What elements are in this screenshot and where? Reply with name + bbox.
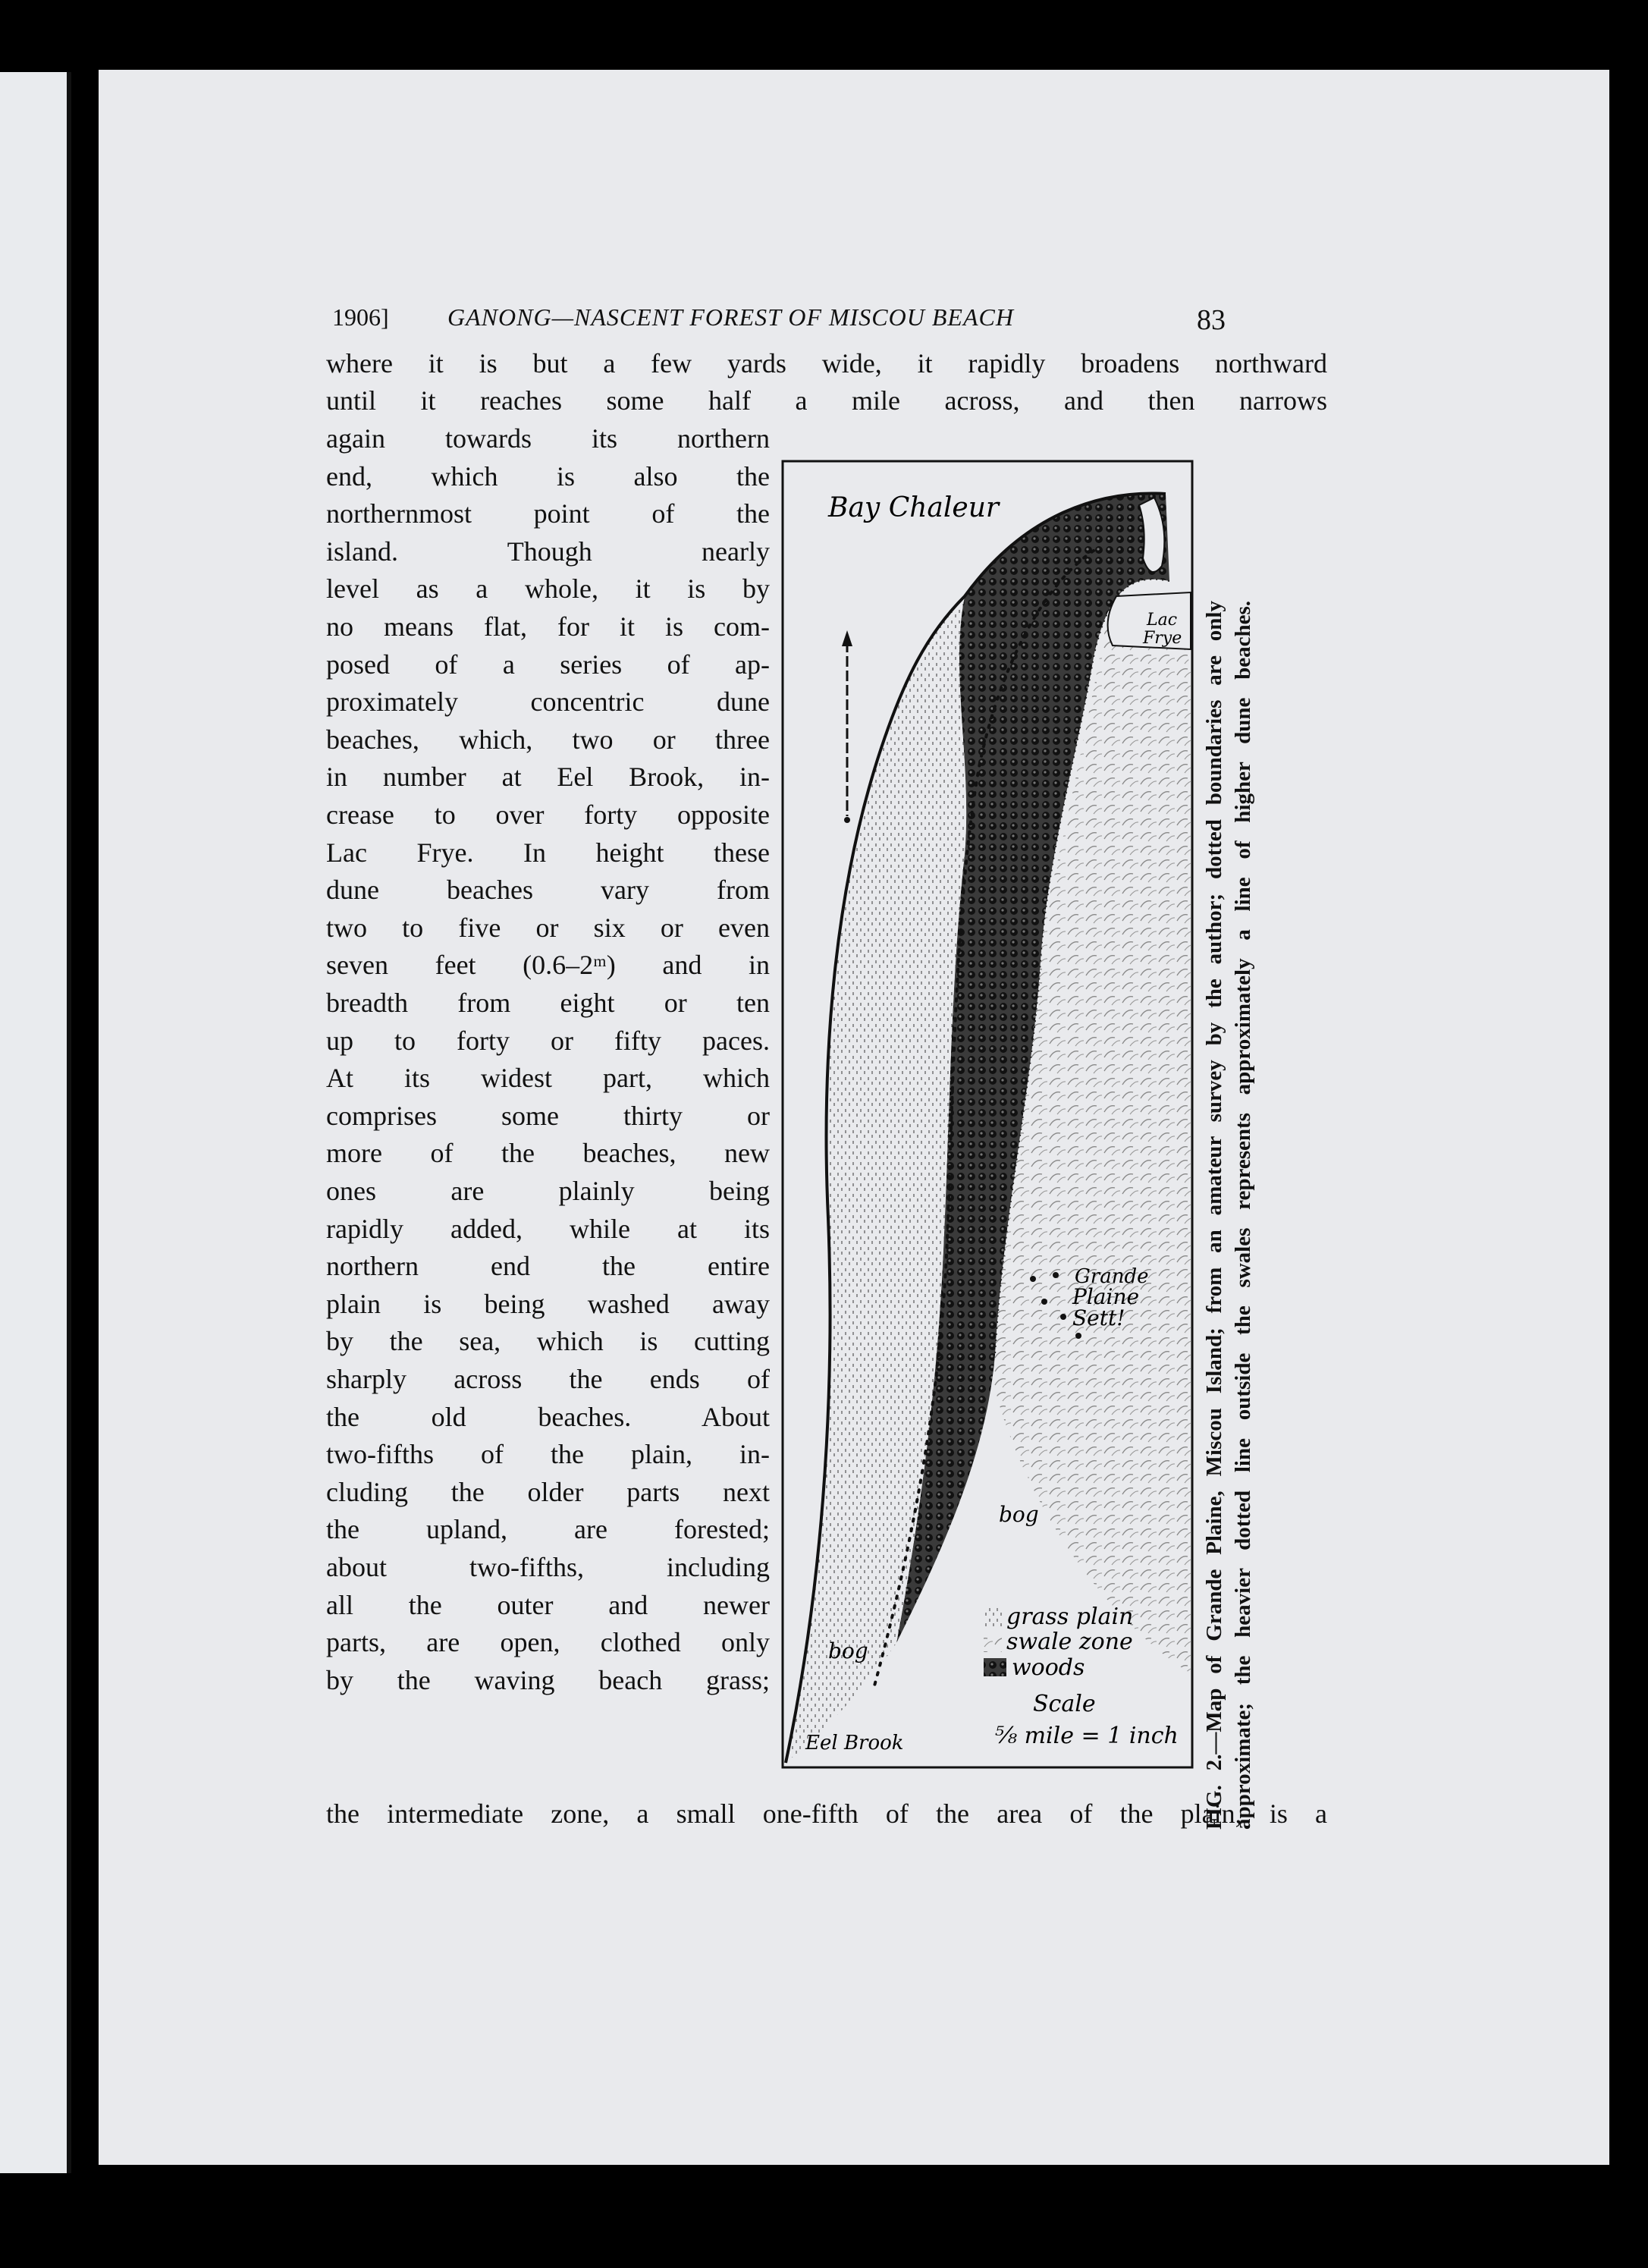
body-line: northernmost point of the [326,498,770,529]
body-line: by the sea, which is cutting [326,1326,770,1357]
figure-caption [1202,601,1278,1845]
body-line: posed of a series of ap- [326,649,770,680]
body-line: seven feet (0.6–2ᵐ) and in [326,950,770,981]
body-line: until it reaches some half a mile across, and then narrows [326,385,1327,416]
label-settlement: Sett! [1072,1305,1125,1330]
scale-title: Scale [1033,1691,1096,1717]
north-arrow [842,630,852,823]
page-number: 83 [1197,304,1226,336]
body-line: up to forty or fifty paces. [326,1025,770,1056]
page-content [99,70,1609,2165]
legend-swatch-woods [984,1658,1006,1676]
body-line: cluding the older parts next [326,1476,770,1507]
label-plaine: Plaine [1072,1284,1140,1309]
body-line: two-fifths of the plain, in- [326,1439,770,1470]
body-line: northern end the entire [326,1251,770,1282]
body-line: end, which is also the [326,460,770,492]
caption-line-2: approximate; the heavier dotted line outside the swales represents approximately a line of higher dune beaches. [1231,601,1255,1830]
body-line: crease to over forty opposite [326,799,770,830]
page-gutter [67,72,71,2173]
label-bog-lower: bog [828,1638,868,1663]
body-line: where it is but a few yards wide, it rapidly broadens northward [326,348,1327,379]
body-line: Lac Frye. In height these [326,837,770,868]
body-line: all the outer and newer [326,1589,770,1620]
label-bog-upper: bog [999,1502,1039,1527]
map-drawing [775,460,1200,1770]
book-page [99,70,1609,2165]
body-line: At its widest part, which [326,1063,770,1094]
label-grande: Grande [1075,1265,1149,1288]
body-line: island. Though nearly [326,536,770,567]
body-line: level as a whole, it is by [326,573,770,605]
body-line: plain is being washed away [326,1288,770,1319]
body-line: two to five or six or even [326,912,770,943]
legend-grass-label: grass plain [1006,1604,1134,1630]
body-line: by the waving beach grass; [326,1664,770,1695]
body-line: about two-fifths, including [326,1552,770,1582]
legend-swatch-grass [984,1605,1002,1628]
body-line: more of the beaches, new [326,1138,770,1169]
running-head-year: 1906] [332,303,389,331]
legend-woods-label: woods [1012,1654,1085,1681]
body-line: the intermediate zone, a small one-fifth of the area of the plain, is a [326,1798,1327,1829]
scale-value: ⁵⁄₈ mile = 1 inch [995,1723,1179,1749]
body-line: breadth from eight or ten [326,988,770,1018]
body-line: no means flat, for it is com- [326,611,770,642]
facing-page-edge [0,72,67,2173]
body-line: in number at Eel Brook, in- [326,762,770,793]
label-eel-brook: Eel Brook [805,1732,904,1754]
body-line: the old beaches. About [326,1401,770,1432]
body-line: beaches, which, two or three [326,724,770,755]
caption-line-1: FIG. 2.—Map of Grande Plaine, Miscou Island; from an amateur survey by the author; dotted boundaries are only [1202,601,1226,1830]
legend-swatch-swale [984,1634,1002,1652]
body-line: dune beaches vary from [326,875,770,906]
body-line: sharply across the ends of [326,1364,770,1394]
body-line: rapidly added, while at its [326,1213,770,1244]
label-lac-frye-line2: Frye [1143,629,1182,648]
body-line: again towards its northern [326,423,770,454]
legend-swale-label: swale zone [1006,1629,1133,1655]
running-head-title: GANONG—NASCENT FOREST OF MISCOU BEACH [447,303,1014,331]
figure-map [775,460,1200,1770]
label-bay-chaleur: Bay Chaleur [828,492,1000,523]
body-line: proximately concentric dune [326,686,770,718]
body-line: the upland, are forested; [326,1514,770,1545]
label-lac: Lac [1147,611,1178,630]
body-line: parts, are open, clothed only [326,1627,770,1658]
body-line: ones are plainly being [326,1176,770,1206]
body-line: comprises some thirty or [326,1100,770,1131]
